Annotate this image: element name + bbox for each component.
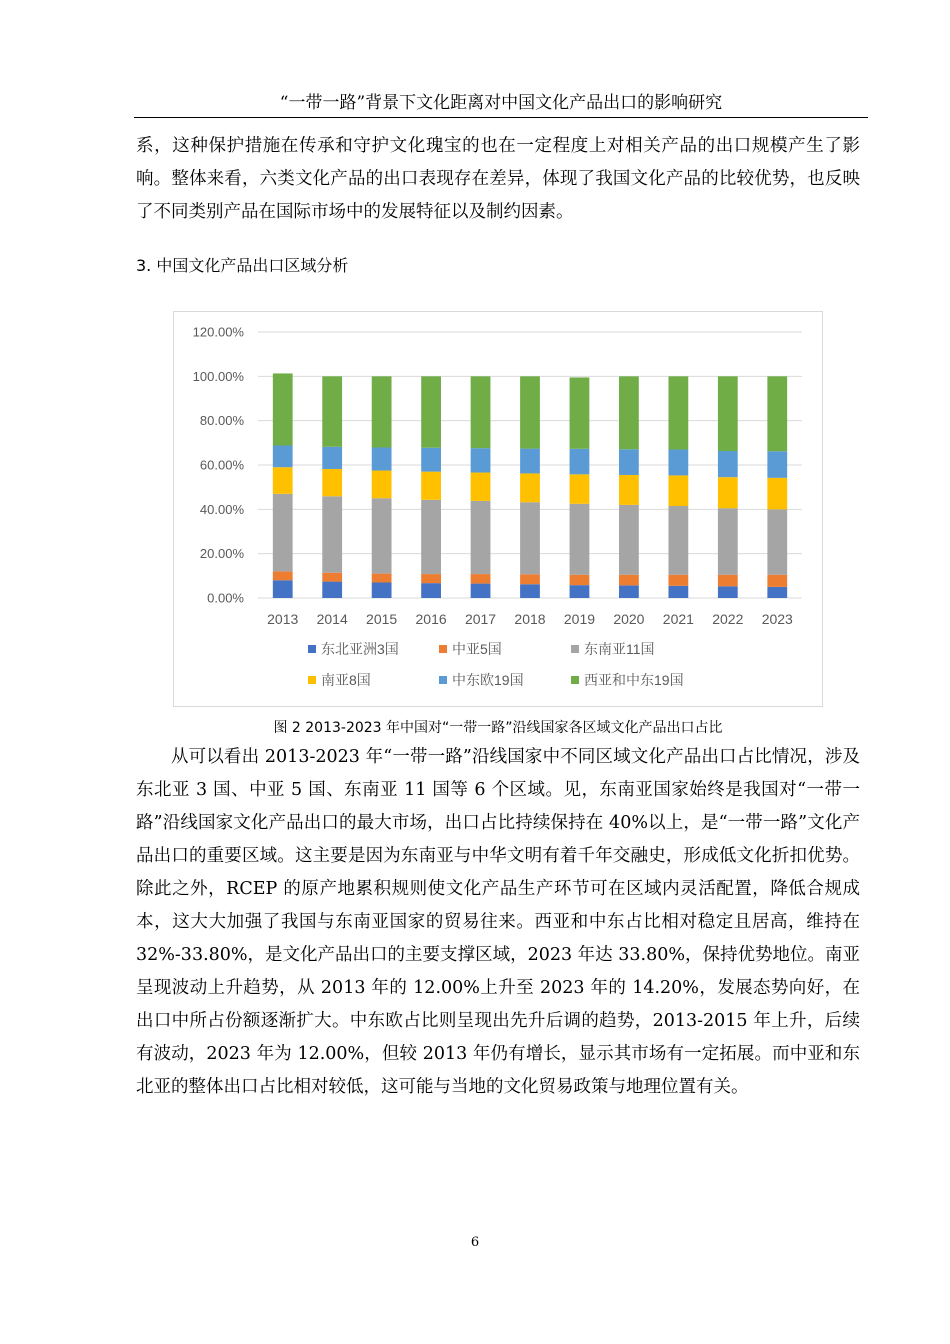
bar-segment [372, 574, 392, 583]
bar-segment [668, 586, 688, 598]
bar-segment [570, 575, 590, 585]
y-tick-label: 0.00% [207, 590, 244, 606]
bar-segment [767, 451, 787, 478]
chart-svg [174, 312, 824, 708]
bar-segment [570, 377, 590, 448]
bar-segment [570, 474, 590, 503]
legend-label: 东南亚11国 [584, 641, 655, 657]
bar-segment [372, 582, 392, 598]
bar-segment [718, 451, 738, 477]
bar-segment [322, 376, 342, 446]
bar-segment [273, 571, 293, 580]
bar-segment [619, 575, 639, 586]
x-tick-label: 2022 [712, 611, 744, 627]
y-tick-label: 120.00% [192, 324, 244, 340]
legend-label: 中亚5国 [452, 641, 502, 657]
x-tick-label: 2019 [563, 611, 596, 627]
x-tick-label: 2015 [366, 611, 398, 627]
bar-segment [273, 494, 293, 572]
bar-segment [372, 447, 392, 470]
bar-segment [718, 376, 738, 451]
stacked-bar-chart [173, 311, 823, 707]
section-heading: 3. 中国文化产品出口区域分析 [136, 256, 349, 275]
bar-segment [273, 445, 293, 467]
bar-segment [471, 448, 491, 472]
y-tick-label: 40.00% [199, 501, 244, 517]
bar-segment [322, 447, 342, 469]
legend-label: 东北亚洲3国 [321, 641, 399, 657]
bar-segment [718, 477, 738, 508]
bar-segment [570, 449, 590, 474]
x-tick-label: 2021 [662, 611, 694, 627]
bar-segment [718, 586, 738, 598]
bar-segment [273, 580, 293, 598]
bar-segment [372, 498, 392, 573]
bar-segment [520, 502, 540, 574]
bar-segment [421, 500, 441, 574]
bar-segment [520, 449, 540, 474]
y-tick-label: 60.00% [199, 457, 244, 473]
bar-segment [619, 475, 639, 505]
legend-swatch [308, 676, 316, 684]
legend-swatch [439, 676, 447, 684]
bar-segment [372, 376, 392, 447]
bar-segment [471, 584, 491, 598]
y-tick-label: 80.00% [199, 413, 244, 429]
bar-segment [520, 473, 540, 502]
legend-swatch [439, 645, 447, 653]
bar-segment [570, 504, 590, 575]
bar-segment [619, 585, 639, 598]
bar-segment [619, 376, 639, 449]
x-tick-label: 2013 [267, 611, 299, 627]
bar-segment [520, 376, 540, 448]
x-tick-label: 2016 [415, 611, 447, 627]
y-tick-label: 100.00% [192, 368, 244, 384]
bar-segment [322, 573, 342, 582]
bar-segment [668, 376, 688, 449]
bar-segment [767, 376, 787, 451]
x-tick-label: 2017 [464, 611, 497, 627]
bar-segment [421, 583, 441, 598]
bar-segment [421, 574, 441, 583]
legend-swatch [308, 645, 316, 653]
bar-segment [767, 587, 787, 598]
bar-segment [372, 471, 392, 499]
x-tick-label: 2023 [761, 611, 793, 627]
bar-segment [322, 469, 342, 496]
bar-segment [273, 467, 293, 494]
bar-segment [619, 449, 639, 475]
paragraph-intro: 系，这种保护措施在传承和守护文化瑰宝的也在一定程度上对相关产品的出口规模产生了影响。整体来看，六类文化产品的出口表现存在差异，体现了我国文化产品的比较优势，也反映了不同类别产品在国际市场中的发展特征以及制约因素。 [136, 136, 860, 222]
bar-segment [767, 509, 787, 574]
page-number: 6 [470, 1235, 480, 1250]
bar-segment [668, 506, 688, 575]
legend-label: 西亚和中东19国 [584, 672, 684, 688]
bar-segment [520, 574, 540, 584]
bar-segment [471, 376, 491, 448]
bar-segment [471, 574, 491, 584]
figure-caption: 图 2 2013-2023 年中国对“一带一路”沿线国家各区域文化产品出口占比 [273, 720, 723, 736]
bar-segment [421, 472, 441, 500]
bar-segment [718, 508, 738, 574]
bar-segment [767, 478, 787, 509]
header-rule [134, 117, 868, 118]
bar-segment [668, 475, 688, 506]
bar-segment [520, 584, 540, 598]
bar-segment [570, 585, 590, 598]
x-tick-label: 2014 [316, 611, 348, 627]
legend-label: 中东欧19国 [452, 672, 524, 688]
bar-segment [471, 501, 491, 574]
bar-segment [421, 376, 441, 447]
legend-swatch [571, 676, 579, 684]
bar-segment [619, 505, 639, 575]
bar-segment [273, 373, 293, 445]
y-tick-label: 20.00% [199, 546, 244, 562]
legend-swatch [571, 645, 579, 653]
bar-segment [322, 582, 342, 598]
legend-label: 南亚8国 [321, 672, 371, 688]
bar-segment [718, 575, 738, 587]
paragraph-analysis: 从可以看出 2013-2023 年“一带一路”沿线国家中不同区域文化产品出口占比情况，涉及东北亚 3 国、中亚 5 国、东南亚 11 国等 6 个区域。见，东南亚国家始终是我国对“一带一路”沿线国家文化产品出口的最大市场，出口占比持续保持在 40%以上，是“一带一路”文化产品出口的重要区域。这主要是因为东南亚与中华文明有着千年交融史，形成低文化折扣优势。除此之外，RCEP 的原产地累积规则使文化产品生产环节可在区域内灵活配置，降低合规成本，这大大加强了我国与东南亚国家的贸易往来。西亚和中东占比相对稳定且居高，维持在 32%-33.80%，是文化产品出口的主要支撑区域，2023 年达 33.80%，保持优势地位。南亚呈现波动上升趋势，从 2013 年的 12.00%上升至 2023 年的 14.20%，发展态势向好，在出口中所占份额逐渐扩大。中东欧占比则呈现出先升后调的趋势，2013-2015 年上升，后续有波动，2023 年为 12.00%，但较 2013 年仍有增长，显示其市场有一定拓展。而中亚和东北亚的整体出口占比相对较低，这可能与当地的文化贸易政策与地理位置有关。 [136, 747, 860, 1097]
bar-segment [668, 575, 688, 586]
bar-segment [668, 449, 688, 475]
bar-segment [767, 575, 787, 587]
x-tick-label: 2020 [613, 611, 645, 627]
bar-segment [421, 448, 441, 472]
x-tick-label: 2018 [514, 611, 546, 627]
running-header: “一带一路”背景下文化距离对中国文化产品出口的影响研究 [279, 93, 723, 113]
bar-segment [471, 473, 491, 501]
bar-segment [322, 496, 342, 572]
